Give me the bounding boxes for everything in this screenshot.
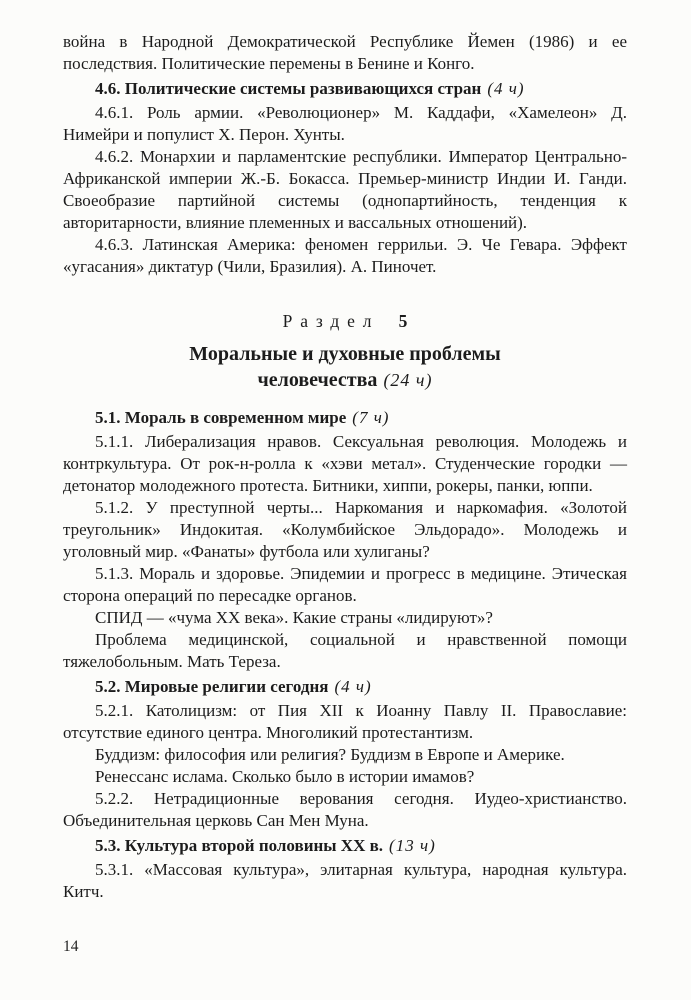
paragraph: 5.1.1. Либерализация нравов. Сексуальная революция. Молодежь и контркультура. От рок-н-ролла к «хэви метал». Студенческие городки — детонатор молодежного протеста. Битники, хиппи, рокеры, панки, юппи. bbox=[63, 432, 627, 495]
paragraph: 4.6.2. Монархии и парламентские республики. Император Центрально-Африканской империи Ж.-Б. Бокасса. Премьер-министр Индии И. Ганди. Своеобразие партийной системы (однопартийность, тенденция к авторитарности, влияние племенных и вассальных отношений). bbox=[63, 147, 627, 232]
paragraph: 5.2.1. Католицизм: от Пия XII к Иоанну Павлу II. Православие: отсутствие единого центра. Многоликий протестантизм. bbox=[63, 701, 627, 742]
subsection-heading-title: 4.6. Политические системы развивающихся стран bbox=[95, 79, 482, 98]
paragraph: война в Народной Демократической Республике Йемен (1986) и ее последствия. Политические перемены в Бенине и Конго. bbox=[63, 32, 627, 73]
paragraph: СПИД — «чума XX века». Какие страны «лидируют»? bbox=[95, 608, 493, 627]
subsection-heading-5-3 bbox=[63, 835, 627, 857]
subsection-heading-title: 5.3. Культура второй половины XX в. bbox=[95, 836, 384, 855]
section-title-line1: Моральные и духовные проблемы bbox=[189, 343, 501, 365]
section-label bbox=[63, 310, 627, 332]
paragraph: 4.6.1. Роль армии. «Революционер» М. Каддафи, «Хамелеон» Д. Нимейри и популист Х. Перон. Хунты. bbox=[63, 103, 627, 144]
paragraph: 5.2.2. Нетрадиционные верования сегодня. Иудео-христианство. Объединительная церковь Сан Мен Муна. bbox=[63, 789, 627, 830]
hours-note: (24 ч) bbox=[383, 370, 433, 390]
subsection-heading-5-2 bbox=[63, 676, 627, 698]
section-title-line2: человечества (24 ч) bbox=[257, 369, 433, 391]
hours-note: (4 ч) bbox=[487, 79, 525, 98]
hours-note: (4 ч) bbox=[334, 677, 372, 696]
section-label-number: 5 bbox=[398, 311, 408, 331]
subsection-heading-5-1 bbox=[63, 407, 627, 429]
section-label-word: Раздел bbox=[282, 311, 380, 331]
page-text-block bbox=[63, 31, 627, 903]
subsection-heading-4-6 bbox=[63, 78, 627, 100]
page-number: 14 bbox=[63, 938, 79, 955]
paragraph: 5.1.2. У преступной черты... Наркомания и наркомафия. «Золотой треугольник» Индокитая. «Колумбийское Эльдорадо». Молодежь и уголовный мир. «Фанаты» футбола или хулиганы? bbox=[63, 498, 627, 561]
paragraph: 5.3.1. «Массовая культура», элитарная культура, народная культура. Китч. bbox=[63, 860, 627, 901]
subsection-heading-title: 5.1. Мораль в современном мире bbox=[95, 408, 347, 427]
subsection-heading-title: 5.2. Мировые религии сегодня bbox=[95, 677, 329, 696]
paragraph: Проблема медицинской, социальной и нравственной помощи тяжелобольным. Мать Тереза. bbox=[63, 630, 627, 671]
hours-note: (13 ч) bbox=[389, 836, 436, 855]
paragraph: 4.6.3. Латинская Америка: феномен геррильи. Э. Че Гевара. Эффект «угасания» диктатур (Чили, Бразилия). А. Пиночет. bbox=[63, 235, 627, 276]
paragraph: Ренессанс ислама. Сколько было в истории имамов? bbox=[95, 767, 475, 786]
paragraph: 5.1.3. Мораль и здоровье. Эпидемии и прогресс в медицине. Этическая сторона операций по пересадке органов. bbox=[63, 564, 627, 605]
hours-note: (7 ч) bbox=[352, 408, 390, 427]
section-title bbox=[63, 341, 627, 393]
paragraph: Буддизм: философия или религия? Буддизм в Европе и Америке. bbox=[95, 745, 565, 764]
